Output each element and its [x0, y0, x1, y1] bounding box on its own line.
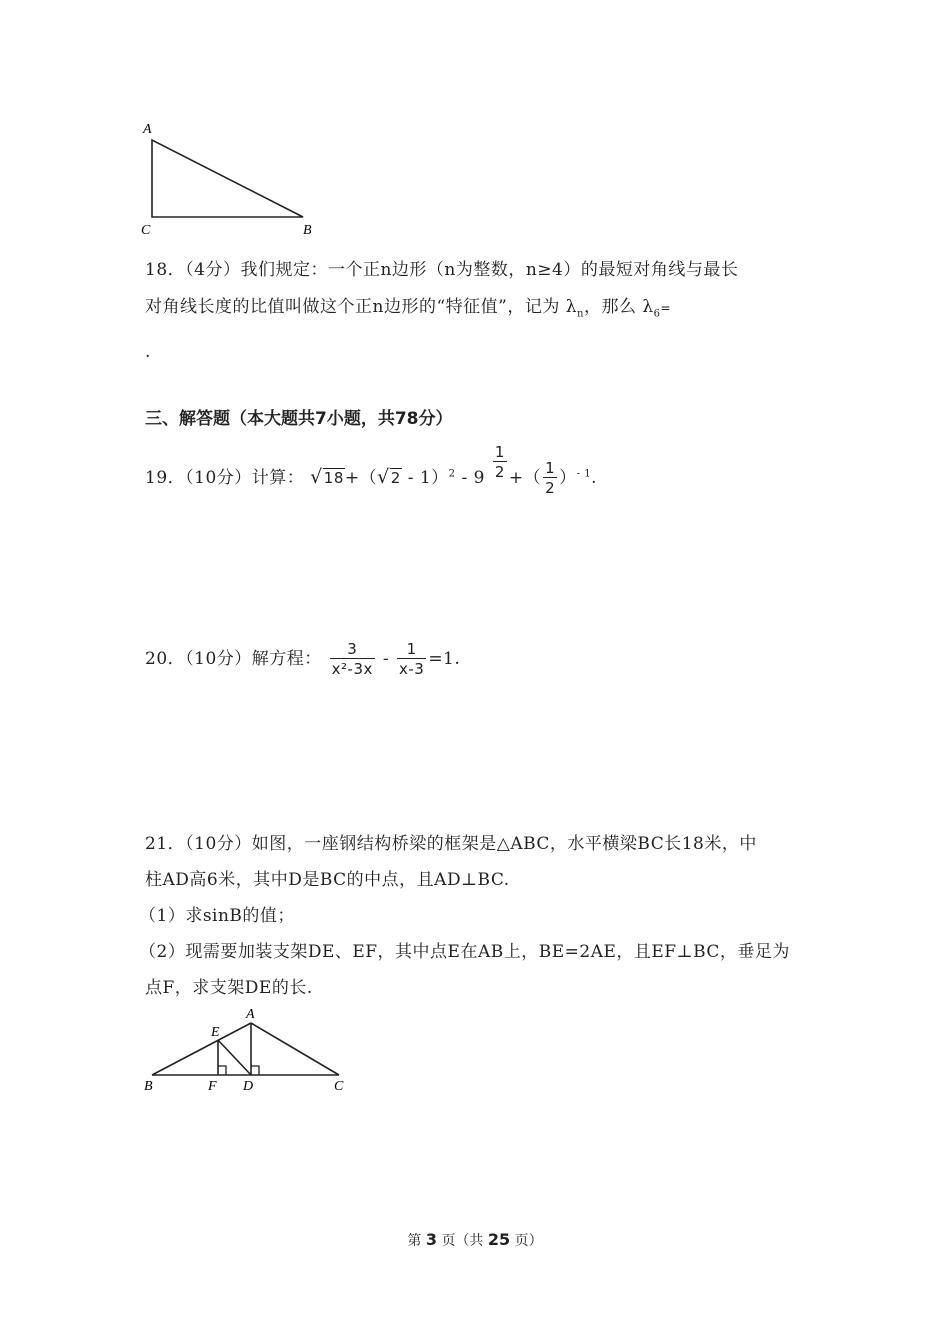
q20-minus: - [382, 649, 390, 669]
footer-total-pages: 25 [487, 1230, 511, 1249]
radical-icon: √ [310, 466, 323, 488]
right-angle-mark-f [218, 1066, 226, 1075]
q21-line-4: （2）现需要加装支架DE、EF，其中点E在AB上，BE=2AE，且EF⊥BC，垂足为 [139, 942, 790, 962]
q18-line-2 [145, 289, 810, 332]
q21-line-2: 柱AD高6米，其中D是BC的中点，且AD⊥BC. [145, 870, 510, 890]
footer-pre: 第 [407, 1233, 422, 1249]
q18-line-2-mid: ，那么 [583, 297, 637, 317]
right-angle-mark-d [251, 1066, 259, 1075]
q21-line-1: 21．（10分）如图，一座钢结构桥梁的框架是△ABC，水平横梁BC长18米，中 [145, 834, 757, 854]
fraction-one-half: $\frac{1}{2}$ [545, 459, 556, 497]
q21-line-3: （1）求sinB的值； [139, 906, 295, 926]
page-footer [0, 1230, 950, 1250]
bridge-frame-figure [138, 1004, 353, 1096]
q19-minus-1: - 1） [407, 468, 449, 488]
q19-plus-2: +（ [508, 468, 542, 488]
vertex-label-e: E [211, 1025, 220, 1040]
question-20 [145, 640, 810, 679]
footer-mid: 页（共 [441, 1233, 484, 1249]
q19-end: . [591, 468, 597, 488]
q18-line-2-text: 对角线长度的比值叫做这个正n边形的“特征值”，记为 [145, 297, 560, 317]
sqrt-2: √2 [377, 466, 401, 488]
question-21 [139, 826, 810, 1006]
q18-line-1: 18．（4分）我们规定：一个正n边形（n为整数，n≥4）的最短对角线与最长 [145, 260, 739, 280]
q19-prefix: 19．（10分）计算： [145, 468, 305, 488]
exponent-2: 2 [448, 468, 456, 480]
q19-minus-9: - 9 [461, 468, 485, 488]
lambda-6: $\lambda_6=$ [642, 297, 672, 320]
footer-page-number: 3 [425, 1230, 437, 1249]
q19-plus-1: +（ [344, 468, 378, 488]
vertex-label-b: B [303, 223, 312, 238]
q21-line-5: 点F，求支架DE的长. [145, 978, 313, 998]
fraction-1-over-x-3: $\frac{1}{x-3}$ [398, 640, 425, 678]
segment-ac [251, 1023, 339, 1075]
q20-prefix: 20．（10分）解方程： [145, 649, 322, 669]
q18-line-3: . [145, 342, 151, 363]
segment-ab [152, 1023, 251, 1075]
triangle-abc-figure [135, 118, 325, 243]
question-18 [145, 252, 810, 370]
lambda-n: $\lambda_n$ [565, 297, 584, 320]
exponent-neg-1: - 1 [576, 468, 592, 480]
q20-end: =1. [428, 649, 461, 669]
segment-de [218, 1040, 251, 1075]
radical-icon: √ [377, 466, 390, 488]
vertex-label-c: C [334, 1079, 344, 1094]
question-19 [145, 443, 810, 498]
fraction-3-over-x2-3x: $\frac{3}{\text{x²-3x}}$ [331, 640, 373, 678]
vertex-label-d: D [243, 1079, 254, 1094]
vertex-label-a: A [246, 1007, 255, 1022]
footer-post: 页） [514, 1233, 543, 1249]
triangle-abc-shape [152, 140, 303, 217]
vertex-label-a: A [143, 122, 152, 137]
q19-close: ） [559, 468, 577, 488]
vertex-label-b: B [144, 1079, 153, 1094]
section-3-heading: 三、解答题（本大题共7小题，共78分） [145, 409, 453, 429]
fraction-one-half-exponent: $\frac{1}{2}$ [494, 443, 505, 481]
vertex-label-f: F [208, 1079, 217, 1094]
sqrt-18: √18 [310, 466, 344, 488]
vertex-label-c: C [141, 223, 151, 238]
